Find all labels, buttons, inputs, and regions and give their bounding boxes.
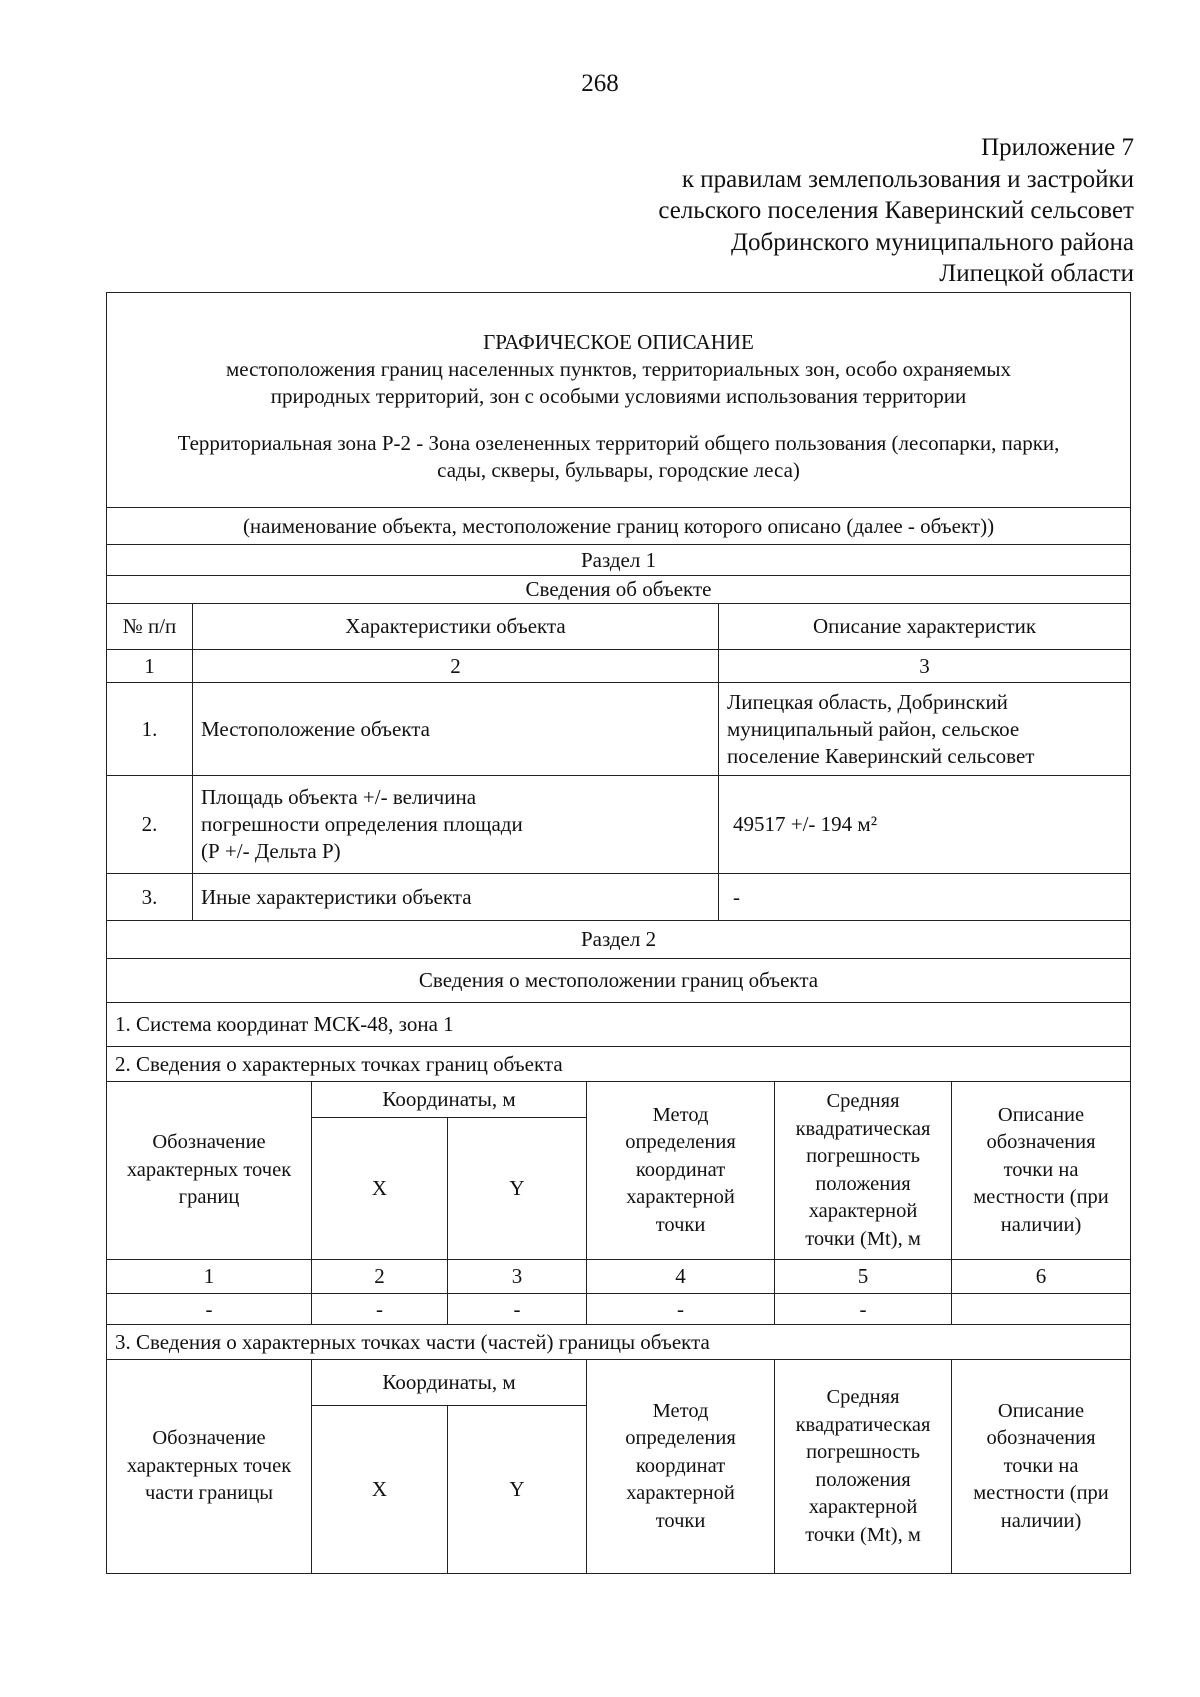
header-line: Обозначение	[152, 1131, 266, 1154]
section-1-column-headers	[107, 604, 1131, 650]
description-header	[952, 1082, 1131, 1260]
table-row	[107, 874, 1131, 921]
zone-name: Территориальная зона Р-2 - Зона озелененных территорий общего пользования (лесопарки, парки,	[177, 430, 1060, 455]
table-row	[107, 683, 1131, 776]
description-header	[952, 1360, 1131, 1574]
header-line: координат	[635, 1454, 726, 1477]
header-line: границ	[178, 1186, 240, 1209]
part-point-designation-header	[107, 1360, 312, 1574]
characteristic-line: погрешности определения площади	[201, 812, 523, 836]
point-designation-header	[107, 1082, 312, 1260]
table-cell: -	[587, 1294, 775, 1325]
table-cell: -	[775, 1294, 952, 1325]
row-number: 2.	[107, 776, 193, 874]
appendix-line: Липецкой области	[939, 260, 1134, 287]
graphic-description-form	[106, 292, 1130, 1574]
column-number: 5	[775, 1260, 952, 1294]
column-number: 1	[107, 1260, 312, 1294]
header-row	[107, 293, 1131, 508]
appendix-line: Добринского муниципального района	[730, 228, 1134, 256]
header-line: обозначения	[986, 1131, 1096, 1154]
table-cell: -	[312, 1294, 448, 1325]
header-line: характерной	[808, 1496, 918, 1518]
characteristic-name	[193, 874, 719, 921]
header-line: обозначения	[986, 1427, 1096, 1450]
header-line: местности (при	[973, 1482, 1109, 1505]
header-line: характерных точек	[126, 1454, 292, 1477]
header-line: характерной	[626, 1186, 735, 1209]
header-line: характерной	[626, 1482, 735, 1505]
x-header: X	[312, 1406, 448, 1574]
document-header	[107, 293, 1131, 508]
document-subtitle: местоположения границ населенных пунктов, территориальных зон, особо охраняемых	[225, 356, 1012, 381]
column-header: Описание характеристик	[719, 604, 1131, 650]
table-row	[107, 776, 1131, 874]
column-number: 4	[587, 1260, 775, 1294]
characteristic-name	[193, 683, 719, 776]
header-line: положения	[815, 1468, 911, 1491]
characteristic-line: (Р +/- Дельта Р)	[201, 839, 341, 863]
header-line: Обозначение	[152, 1427, 266, 1450]
method-header	[587, 1360, 775, 1574]
object-caption: (наименование объекта, местоположение границ которого описано (далее - объект))	[107, 508, 1131, 545]
header-line: квадратическая	[795, 1117, 931, 1140]
header-line: определения	[625, 1131, 736, 1154]
parts-header-row	[107, 1360, 1131, 1406]
header-line: точки	[655, 1213, 706, 1236]
coordinate-system: 1. Система координат МСК-48, зона 1	[107, 1003, 1131, 1047]
characteristic-value	[719, 874, 1131, 921]
characteristic-line: Площадь объекта +/- величина	[201, 785, 477, 809]
x-header: X	[312, 1118, 448, 1260]
header-line: точки на	[1003, 1454, 1079, 1477]
document-title: ГРАФИЧЕСКОЕ ОПИСАНИЕ	[483, 329, 754, 354]
value-line: поселение Каверинский сельсовет	[727, 743, 1035, 768]
header-line: точки (Mt), м	[805, 1523, 921, 1546]
header-line: Метод	[652, 1399, 709, 1422]
header-line: Средняя	[826, 1386, 900, 1408]
appendix-line: Приложение 7	[981, 134, 1134, 161]
section-2-title: Раздел 2	[107, 921, 1131, 959]
parts-section-title: 3. Сведения о характерных точках части (частей) границы объекта	[107, 1325, 1131, 1360]
points-column-numbers	[107, 1260, 1131, 1294]
characteristic-line: Иные характеристики объекта	[201, 884, 472, 909]
coordinates-header: Координаты, м	[312, 1360, 587, 1406]
header-line: погрешность	[806, 1441, 920, 1463]
coordinates-header: Координаты, м	[312, 1082, 587, 1118]
table-cell: -	[448, 1294, 587, 1325]
error-header	[775, 1082, 952, 1260]
characteristic-line: Местоположение объекта	[201, 716, 431, 741]
appendix-caption	[658, 132, 1134, 290]
characteristic-name	[193, 776, 719, 874]
table-cell: -	[107, 1294, 312, 1325]
header-line: погрешность	[806, 1145, 920, 1167]
error-header	[775, 1360, 952, 1574]
y-header: Y	[448, 1118, 587, 1260]
header-line: квадратическая	[795, 1413, 931, 1436]
table-cell	[952, 1294, 1131, 1325]
value-line: -	[733, 884, 740, 909]
value-line: 49517 +/- 194 м²	[733, 812, 878, 836]
appendix-line: сельского поселения Каверинский сельсовет	[658, 197, 1134, 224]
header-line: характерной	[808, 1200, 918, 1222]
header-line: наличии)	[1000, 1213, 1082, 1236]
header-line: точки (Mt), м	[805, 1227, 921, 1250]
value-line: Липецкая область, Добринский	[727, 689, 1008, 714]
header-line: Средняя	[826, 1090, 900, 1112]
column-number: 2	[312, 1260, 448, 1294]
header-line: Описание	[997, 1399, 1085, 1422]
section-1-title: Раздел 1	[107, 545, 1131, 576]
row-number: 3.	[107, 874, 193, 921]
column-header: № п/п	[107, 604, 193, 650]
header-line: наличии)	[1000, 1509, 1082, 1532]
points-table	[106, 1081, 1131, 1574]
header-line: местности (при	[973, 1186, 1109, 1209]
header-line: положения	[815, 1172, 911, 1195]
column-number: 3	[719, 650, 1131, 683]
section-1-subtitle: Сведения об объекте	[107, 576, 1131, 604]
appendix-line: к правилам землепользования и застройки	[681, 165, 1134, 193]
zone-name: сады, скверы, бульвары, городские леса)	[437, 457, 800, 482]
characteristic-value	[719, 776, 1131, 874]
characteristic-value	[719, 683, 1131, 776]
row-number: 1.	[107, 683, 193, 776]
column-number: 2	[193, 650, 719, 683]
method-header	[587, 1082, 775, 1260]
column-number: 6	[952, 1260, 1131, 1294]
header-line: Описание	[997, 1103, 1085, 1126]
value-line: муниципальный район, сельское	[727, 716, 1020, 741]
y-header: Y	[448, 1406, 587, 1574]
page-number: 268	[581, 70, 619, 97]
section-2-subtitle: Сведения о местоположении границ объекта	[107, 959, 1131, 1003]
points-section-title: 2. Сведения о характерных точках границ объекта	[107, 1047, 1131, 1082]
section-1-column-numbers	[107, 650, 1131, 683]
column-header: Характеристики объекта	[193, 604, 719, 650]
column-number: 3	[448, 1260, 587, 1294]
header-line: точки	[655, 1509, 706, 1532]
header-line: части границы	[144, 1482, 273, 1505]
header-line: Метод	[652, 1103, 709, 1126]
header-line: характерных точек	[126, 1158, 292, 1181]
header-line: точки на	[1003, 1158, 1079, 1181]
document-subtitle: природных территорий, зон с особыми условиями использования территории	[270, 383, 967, 408]
main-table	[106, 292, 1131, 1082]
header-line: координат	[635, 1158, 726, 1181]
column-number: 1	[107, 650, 193, 683]
points-header-row	[107, 1082, 1131, 1118]
points-data-row	[107, 1294, 1131, 1325]
header-line: определения	[625, 1427, 736, 1450]
